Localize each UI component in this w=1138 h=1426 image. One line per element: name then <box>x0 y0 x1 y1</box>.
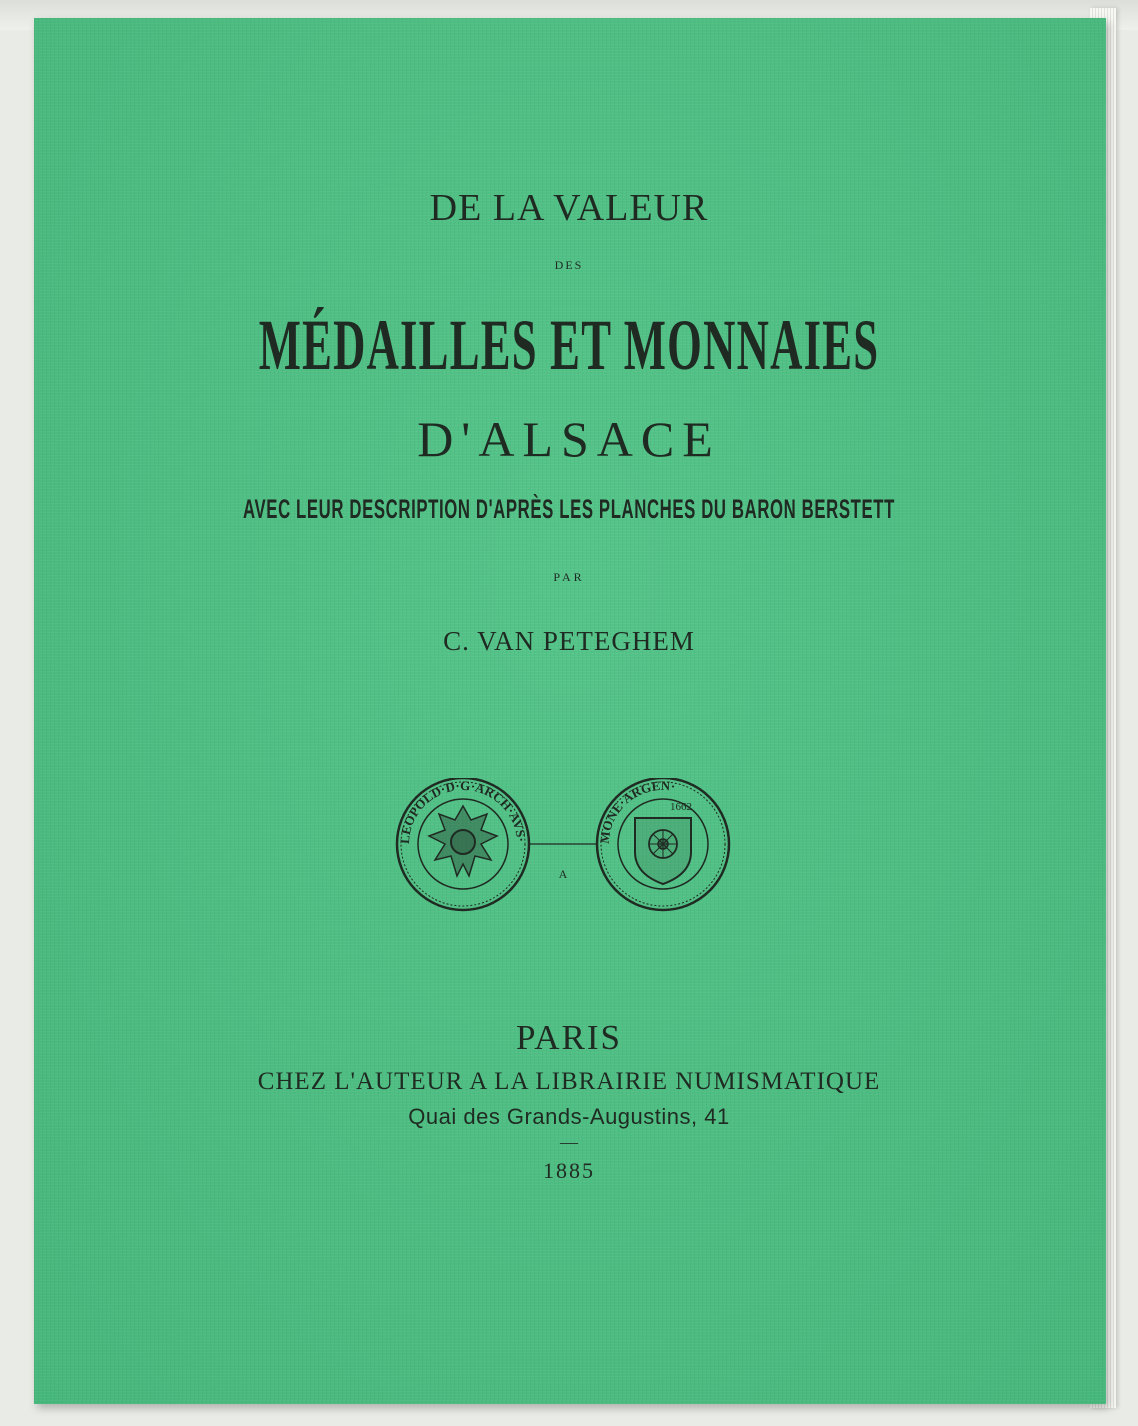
subtitle: AVEC LEUR DESCRIPTION D'APRÈS LES PLANCHES DU BARON BERSTETT <box>243 494 895 524</box>
coin-illustration <box>395 778 745 914</box>
right-coin-date: 1662 <box>670 801 692 813</box>
publication-year: 1885 <box>543 1158 595 1183</box>
title-top: DE LA VALEUR <box>429 187 709 229</box>
right-coin-legend: MONE·ARGEN· <box>596 778 677 845</box>
left-coin-legend: LEOPOLD·D·G·ARCH·AVS· <box>396 778 529 845</box>
publisher-address: Quai des Grands-Augustins, 41 <box>408 1104 730 1129</box>
title-connector: DES <box>554 258 584 272</box>
publication-place: PARIS <box>516 1018 622 1057</box>
author-name: C. VAN PETEGHEM <box>443 626 695 656</box>
title-main: MÉDAILLES ET MONNAIES <box>258 305 880 385</box>
title-region: D'ALSACE <box>417 411 721 467</box>
separator: — <box>560 1132 578 1152</box>
publisher: CHEZ L'AUTEUR A LA LIBRAIRIE NUMISMATIQUE <box>257 1068 881 1095</box>
by-line: PAR <box>553 570 585 584</box>
plate-label: A <box>558 867 568 881</box>
